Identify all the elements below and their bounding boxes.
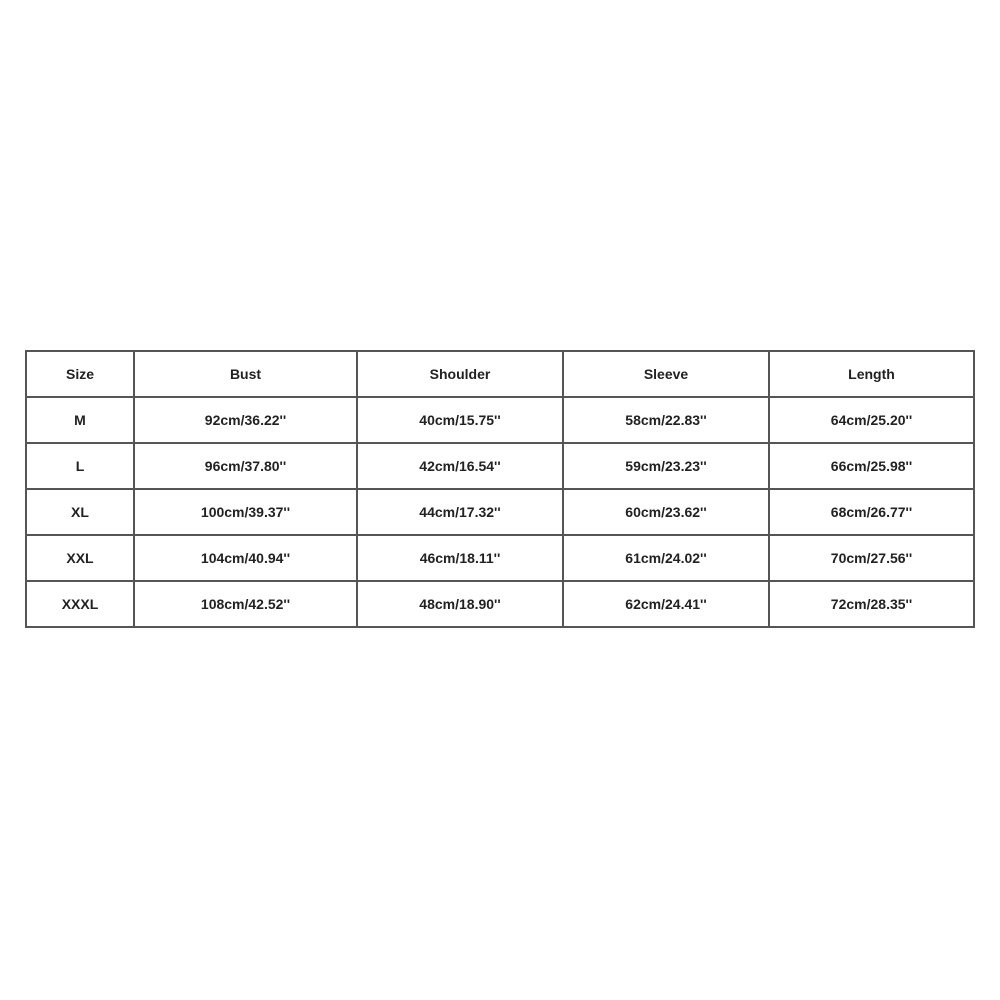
cell-shoulder: 44cm/17.32'' [357, 489, 563, 535]
cell-sleeve: 58cm/22.83'' [563, 397, 769, 443]
cell-sleeve: 62cm/24.41'' [563, 581, 769, 627]
header-sleeve: Sleeve [563, 351, 769, 397]
table-row [26, 489, 974, 535]
table-header-row [26, 351, 974, 397]
cell-bust: 96cm/37.80'' [134, 443, 357, 489]
table-row [26, 581, 974, 627]
header-size: Size [26, 351, 134, 397]
header-shoulder: Shoulder [357, 351, 563, 397]
cell-sleeve: 61cm/24.02'' [563, 535, 769, 581]
cell-sleeve: 60cm/23.62'' [563, 489, 769, 535]
cell-bust: 92cm/36.22'' [134, 397, 357, 443]
cell-length: 66cm/25.98'' [769, 443, 974, 489]
table-row [26, 397, 974, 443]
cell-shoulder: 40cm/15.75'' [357, 397, 563, 443]
cell-size: XXL [26, 535, 134, 581]
cell-shoulder: 46cm/18.11'' [357, 535, 563, 581]
cell-bust: 104cm/40.94'' [134, 535, 357, 581]
cell-size: M [26, 397, 134, 443]
table-row [26, 443, 974, 489]
cell-shoulder: 48cm/18.90'' [357, 581, 563, 627]
cell-bust: 108cm/42.52'' [134, 581, 357, 627]
cell-bust: 100cm/39.37'' [134, 489, 357, 535]
cell-length: 68cm/26.77'' [769, 489, 974, 535]
cell-length: 72cm/28.35'' [769, 581, 974, 627]
cell-size: L [26, 443, 134, 489]
cell-length: 70cm/27.56'' [769, 535, 974, 581]
cell-shoulder: 42cm/16.54'' [357, 443, 563, 489]
header-bust: Bust [134, 351, 357, 397]
size-chart-table [25, 350, 975, 628]
cell-size: XXXL [26, 581, 134, 627]
table-row [26, 535, 974, 581]
cell-length: 64cm/25.20'' [769, 397, 974, 443]
cell-size: XL [26, 489, 134, 535]
header-length: Length [769, 351, 974, 397]
cell-sleeve: 59cm/23.23'' [563, 443, 769, 489]
